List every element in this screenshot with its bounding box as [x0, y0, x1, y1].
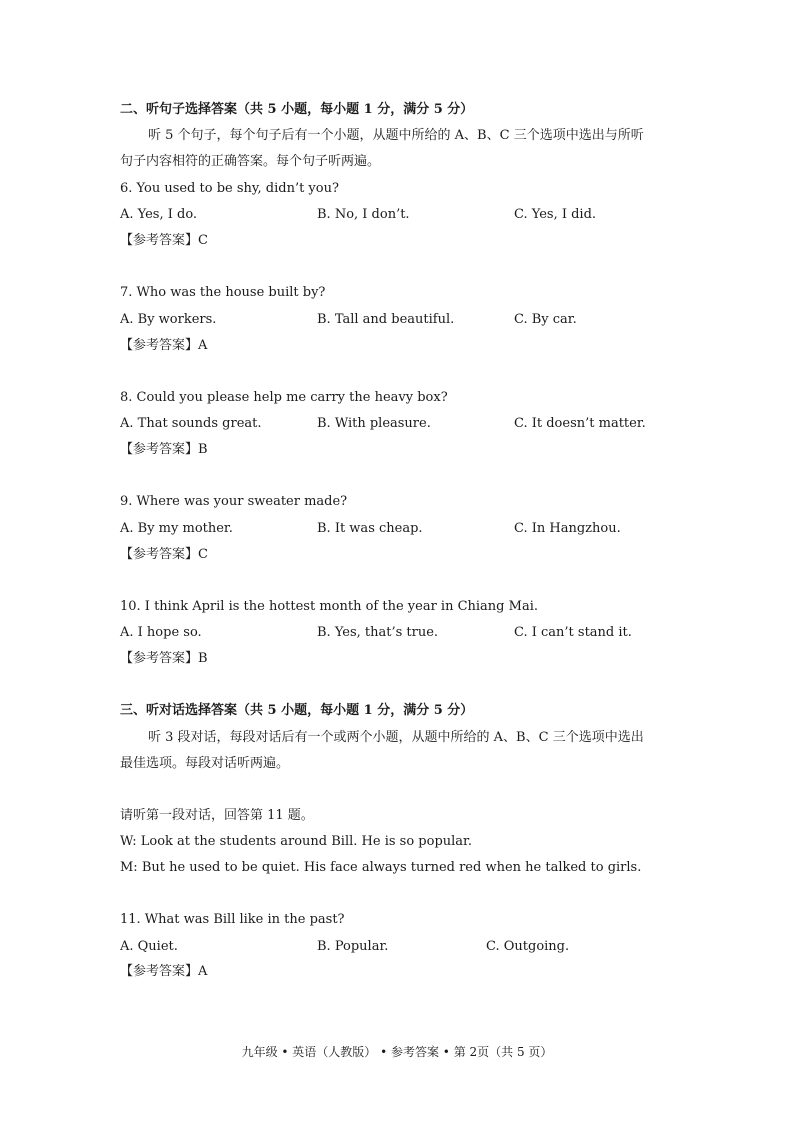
question-6-option-a: A. Yes, I do.: [120, 207, 198, 222]
question-8-answer: 【参考答案】B: [120, 442, 208, 457]
question-8-stem: 8. Could you please help me carry the heavy box?: [120, 390, 448, 405]
question-10-answer: 【参考答案】B: [120, 651, 208, 666]
question-11-option-b: B. Popular.: [317, 939, 389, 954]
section3-instruction-cont: 最佳选项。每段对话听两遍。: [120, 756, 290, 771]
question-10-option-c: C. I can’t stand it.: [514, 625, 632, 640]
section2-instruction-cont: 句子内容相符的正确答案。每个句子听两遍。: [120, 154, 381, 169]
dialogue-intro: 请听第一段对话，回答第 11 题。: [120, 808, 314, 823]
question-11-stem: 11. What was Bill like in the past?: [120, 912, 345, 927]
question-10-option-a: A. I hope so.: [120, 625, 202, 640]
question-6-stem: 6. You used to be shy, didn’t you?: [120, 181, 339, 196]
question-9-answer: 【参考答案】C: [120, 547, 208, 562]
question-10-option-b: B. Yes, that’s true.: [317, 625, 439, 640]
question-9-stem: 9. Where was your sweater made?: [120, 494, 348, 509]
section2-instruction: 听 5 个句子，每个句子后有一个小题，从题中所给的 A、B、C 三个选项中选出与所听: [148, 128, 644, 143]
question-9-option-a: A. By my mother.: [120, 521, 233, 536]
question-11-option-a: A. Quiet.: [120, 939, 178, 954]
section3-heading: 三、听对话选择答案（共 5 小题，每小题 1 分，满分 5 分）: [120, 703, 474, 718]
question-6-answer: 【参考答案】C: [120, 233, 208, 248]
question-9-option-c: C. In Hangzhou.: [514, 521, 621, 536]
question-7-stem: 7. Who was the house built by?: [120, 285, 326, 300]
question-11-answer: 【参考答案】A: [120, 964, 208, 979]
section2-heading: 二、听句子选择答案（共 5 小题，每小题 1 分，满分 5 分）: [120, 102, 474, 117]
question-7-option-b: B. Tall and beautiful.: [317, 312, 455, 327]
question-11-option-c: C. Outgoing.: [486, 939, 570, 954]
question-7-answer: 【参考答案】A: [120, 338, 208, 353]
dialogue-line-m: M: But he used to be quiet. His face always turned red when he talked to girls.: [120, 860, 642, 875]
question-6-option-b: B. No, I don’t.: [317, 207, 410, 222]
question-6-option-c: C. Yes, I did.: [514, 207, 597, 222]
section3-instruction: 听 3 段对话，每段对话后有一个或两个小题，从题中所给的 A、B、C 三个选项中选出: [148, 730, 644, 745]
question-8-option-a: A. That sounds great.: [120, 416, 262, 431]
question-10-stem: 10. I think April is the hottest month of the year in Chiang Mai.: [120, 599, 538, 614]
question-7-option-c: C. By car.: [514, 312, 577, 327]
dialogue-line-w: W: Look at the students around Bill. He is so popular.: [120, 834, 472, 849]
page-footer: 九年级 • 英语（人教版） • 参考答案 • 第 2页（共 5 页）: [241, 1045, 553, 1059]
question-7-option-a: A. By workers.: [120, 312, 217, 327]
question-8-option-c: C. It doesn’t matter.: [514, 416, 646, 431]
question-8-option-b: B. With pleasure.: [317, 416, 431, 431]
question-9-option-b: B. It was cheap.: [317, 521, 423, 536]
